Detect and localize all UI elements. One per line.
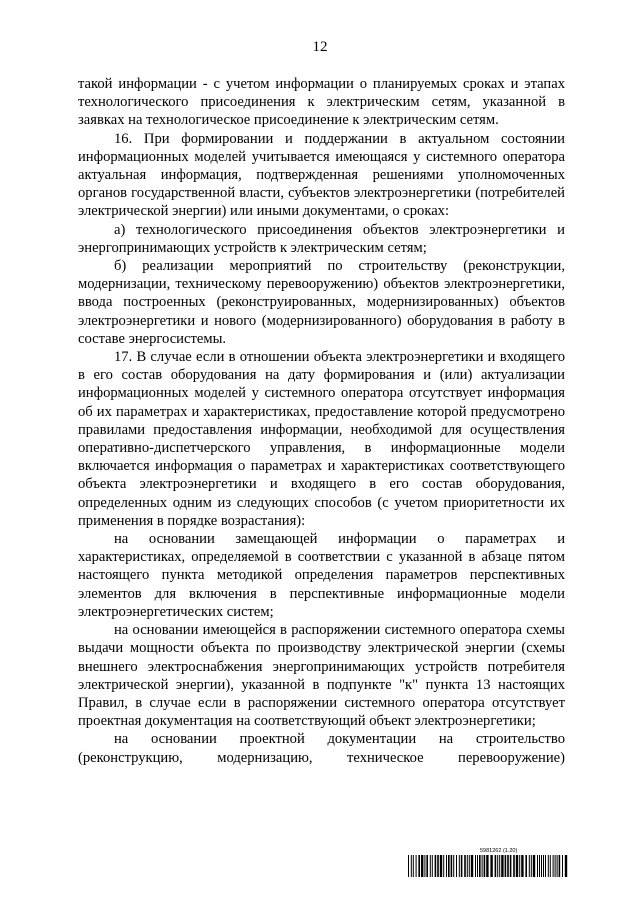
body-text (78, 75, 565, 767)
paragraph-method-3: на основании проектной документации на строительство (реконструкцию, модернизацию, техническое перевооружение) (78, 731, 565, 766)
paragraph-method-2: на основании имеющейся в распоряжении системного оператора схемы выдачи мощности объекта по производству электрической энергии (схемы внешнего электроснабжения энергопринимающих устройств потребителя электрической энергии), указанной в подпункте "к" пункта 13 настоящих Правил, в случае если в распоряжении системного оператора отсутствует проектная документация на соответствующий объект электроэнергетики; (78, 622, 565, 730)
paragraph-method-1: на основании замещающей информации о параметрах и характеристиках, определяемой в соответствии с указанной в абзаце пятом настоящего пункта методикой определения параметров перспективных элементов для включения в перспективные информационные модели электроэнергетических систем; (78, 531, 565, 620)
paragraph-item-17: 17. В случае если в отношении объекта электроэнергетики и входящего в его состав оборудования на дату формирования и (или) актуализации информационных моделей у системного оператора отсутствует информация об их параметрах и характеристиках, предоставление которой предусмотрено правилами предоставления информации, необходимой для осуществления оперативно-диспетчерского управления, в информационные модели включается информация о параметрах и характеристиках соответствующего объекта электроэнергетики и входящего в его состав оборудования, определенных одним из следующих способов (с учетом приоритетности их применения в порядке возрастания): (78, 349, 565, 529)
page-number: 12 (312, 39, 328, 55)
document-stamp (408, 848, 568, 877)
barcode-icon (408, 855, 568, 877)
stamp-code: 5981262 (1.20) (480, 848, 518, 854)
paragraph-continuation: такой информации - с учетом информации о планируемых сроках и этапах технологического присоединения к электрическим сетям, указанной в заявках на технологическое присоединение к электрическим сетям. (78, 76, 565, 129)
paragraph-subitem-a: а) технологического присоединения объектов электроэнергетики и энергопринимающих устройств к электрическим сетям; (78, 221, 565, 256)
paragraph-subitem-b: б) реализации мероприятий по строительству (реконструкции, модернизации, техническому перевооружению) объектов электроэнергетики, ввода построенных (реконструированных, модернизированных) объектов электроэнергетики и нового (модернизированного) оборудования в работу в составе энергосистемы. (78, 258, 565, 347)
paragraph-item-16: 16. При формировании и поддержании в актуальном состоянии информационных моделей учитывается имеющаяся у системного оператора актуальная информация, подтвержденная решениями уполномоченных органов государственной власти, субъектов электроэнергетики (потребителей электрической энергии) или иными документами, о сроках: (78, 130, 565, 220)
